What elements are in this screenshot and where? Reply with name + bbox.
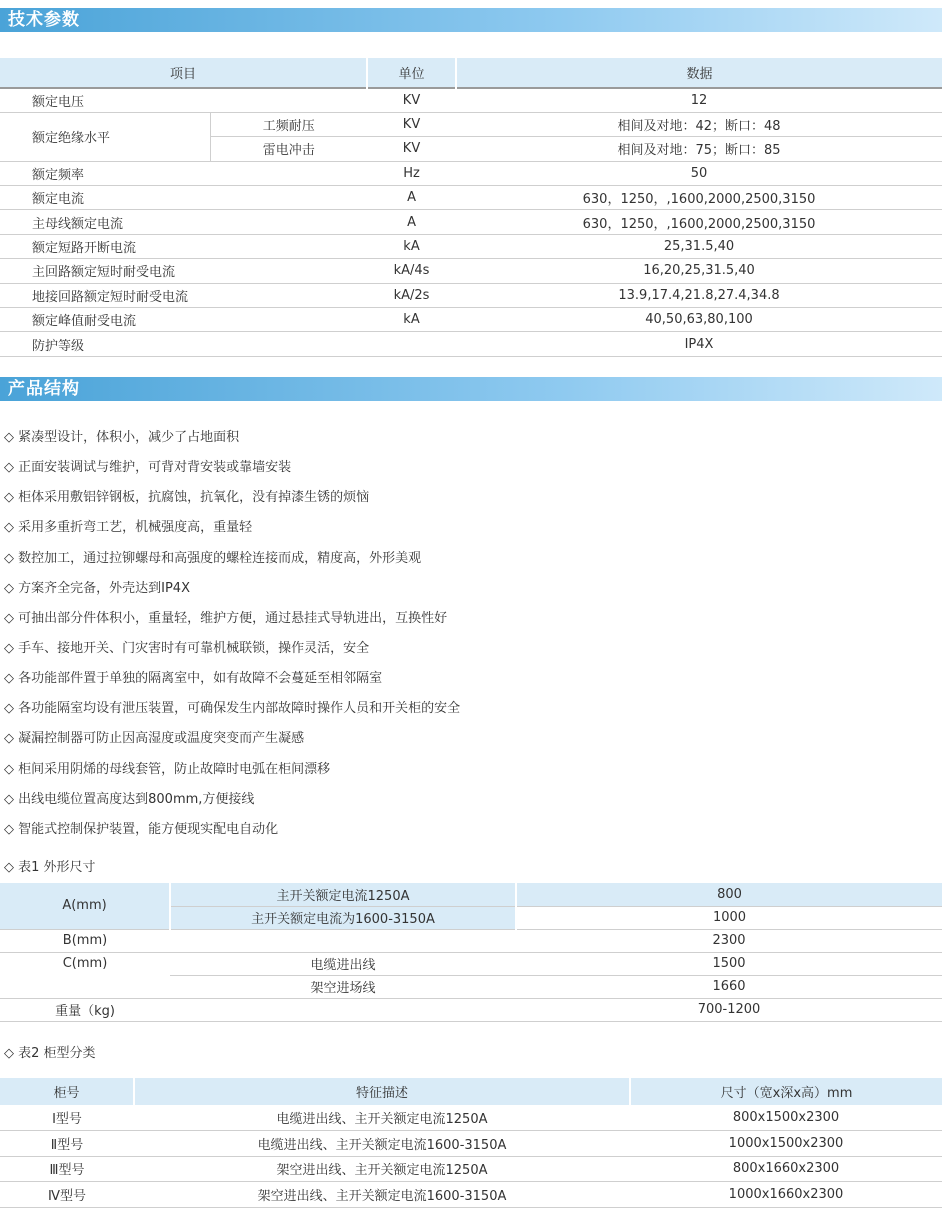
type-table: [0, 1078, 942, 1208]
table-row: 额定峰值耐受电流 kA 40,50,63,80,100: [0, 308, 942, 332]
table-row: 地接回路额定短时耐受电流 kA/2s 13.9,17.4,21.8,27.4,34.8: [0, 283, 942, 307]
table-row: A(mm) 主开关额定电流1250A 800: [0, 883, 942, 906]
list-item: ◇ 各功能部件置于单独的隔离室中，如有故障不会蔓延至相邻隔室: [4, 671, 383, 687]
spec-section-title: 技术参数: [0, 8, 942, 32]
list-item: ◇ 数控加工，通过拉铆螺母和高强度的螺栓连接而成，精度高，外形美观: [4, 550, 422, 566]
list-item: ◇ 正面安装调试与维护，可背对背安装或靠墙安装: [4, 460, 292, 476]
table2-caption: ◇ 表2 柜型分类: [4, 1046, 96, 1061]
type-header-row: [0, 1078, 942, 1105]
list-item: ◇ 紧凑型设计，体积小，减少了占地面积: [4, 430, 240, 445]
type-header-size: 尺寸（宽x深x高）mm: [630, 1078, 942, 1105]
spec-table: [0, 58, 942, 357]
table-row: 主回路额定短时耐受电流 kA/4s 16,20,25,31.5,40: [0, 259, 942, 283]
table-row: 架空进场线 1660: [0, 975, 942, 998]
list-item: ◇ 采用多重折弯工艺，机械强度高，重量轻: [4, 520, 253, 536]
table-row: 主开关额定电流为1600-3150A 1000: [0, 906, 942, 929]
table-row: Ⅱ型号 电缆进出线、主开关额定电流1600-3150A 1000x1500x2300: [0, 1131, 942, 1157]
list-item: ◇ 可抽出部分件体积小，重量轻，维护方便，通过悬挂式导轨进出，互换性好: [4, 610, 448, 626]
table-row: 主母线额定电流 A 630，1250，,1600,2000,2500,3150: [0, 210, 942, 234]
table-row: 额定绝缘水平 工频耐压 KV 相间及对地：42；断口：48: [0, 112, 942, 136]
table1-caption: ◇ 表1 外形尺寸: [4, 860, 96, 875]
table-row: 雷电冲击 KV 相间及对地：75；断口：85: [0, 137, 942, 161]
list-item: ◇ 智能式控制保护装置，能方便现实配电自动化: [4, 821, 279, 837]
table-row: Ⅰ型号 电缆进出线、主开关额定电流1250A 800x1500x2300: [0, 1105, 942, 1131]
table-row: 防护等级 IP4X: [0, 332, 942, 356]
table-row: 额定电压 KV 12: [0, 88, 942, 112]
table-row: 额定电流 A 630，1250，,1600,2000,2500,3150: [0, 186, 942, 210]
spec-header-value: 数据: [456, 58, 942, 88]
list-item: ◇ 柜体采用敷铝锌钢板，抗腐蚀，抗氧化，没有掉漆生锈的烦恼: [4, 490, 370, 506]
table-row: B(mm) 2300: [0, 929, 942, 952]
structure-section-title: 产品结构: [0, 377, 942, 401]
spec-header-unit: 单位: [367, 58, 456, 88]
list-item: ◇ 柜间采用阴烯的母线套管，防止故障时电弧在柜间漂移: [4, 761, 331, 777]
table-row: 额定短路开断电流 kA 25,31.5,40: [0, 234, 942, 258]
table-row: C(mm) 电缆进出线 1500: [0, 952, 942, 975]
table-row: 重量（kg) 700-1200: [0, 998, 942, 1021]
spec-header-item: 项目: [0, 58, 367, 88]
type-header-desc: 特征描述: [134, 1078, 630, 1105]
list-item: ◇ 手车、接地开关、门灾害时有可靠机械联锁，操作灵活，安全: [4, 640, 370, 656]
table-row: Ⅲ型号 架空进出线、主开关额定电流1250A 800x1660x2300: [0, 1156, 942, 1182]
dimension-table: [0, 883, 942, 1022]
type-header-id: 柜号: [0, 1078, 134, 1105]
table-row: Ⅳ型号 架空进出线、主开关额定电流1600-3150A 1000x1660x2300: [0, 1182, 942, 1208]
list-item: ◇ 方案齐全完备，外壳达到IP4X: [4, 580, 190, 596]
list-item: ◇ 各功能隔室均设有泄压装置，可确保发生内部故障时操作人员和开关柜的安全: [4, 701, 461, 717]
spec-header-row: [0, 58, 942, 88]
feature-list: [4, 423, 460, 845]
list-item: ◇ 凝漏控制器可防止因高湿度或温度突变而产生凝感: [4, 731, 305, 747]
list-item: ◇ 出线电缆位置高度达到800mm,方便接线: [4, 791, 255, 807]
table-row: 额定频率 Hz 50: [0, 161, 942, 185]
